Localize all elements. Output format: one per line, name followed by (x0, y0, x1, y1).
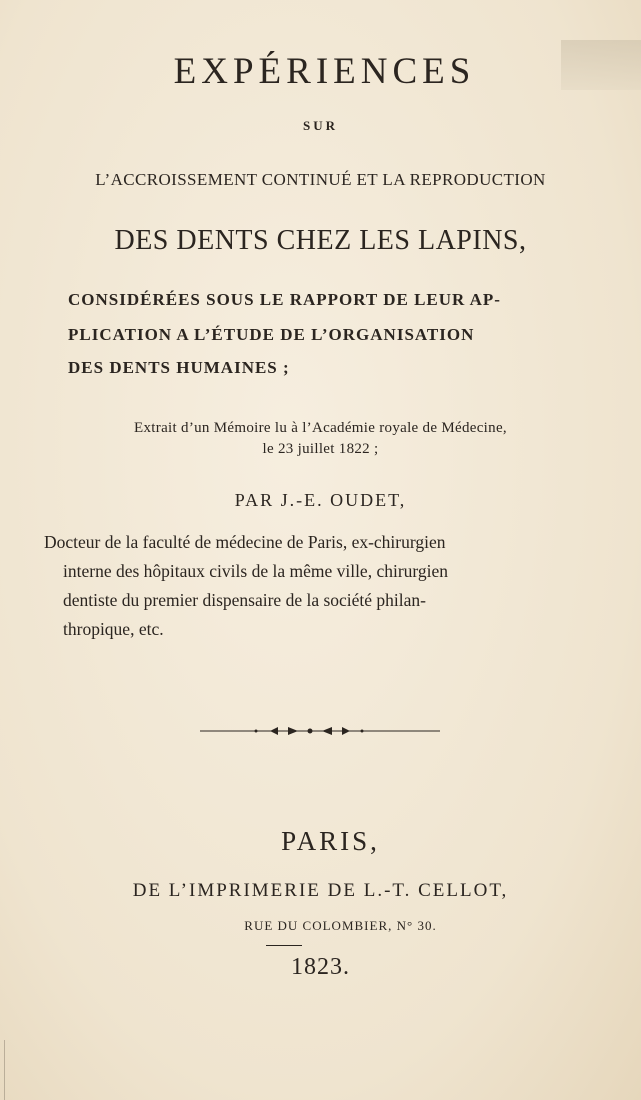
extract-note: Extrait d’un Mémoire lu à l’Académie royale de Médecine, (134, 420, 507, 436)
subtitle-line-1: L’ACCROISSEMENT CONTINUÉ ET LA REPRODUCTION (95, 170, 546, 189)
ornament-divider-icon (200, 724, 440, 738)
author-description-line-1: Docteur de la faculté de médecine de Paris, ex-chirurgien (44, 532, 446, 552)
author-line: PAR J.-E. OUDET, (234, 490, 407, 510)
consideration-line-2: PLICATION A L’ÉTUDE DE L’ORGANISATION (68, 325, 475, 344)
divider-rule (266, 945, 302, 946)
author-description-line-2: interne des hôpitaux civils de la même ville, chirurgien (63, 561, 449, 581)
consideration-line-1: CONSIDÉRÉES SOUS LE RAPPORT DE LEUR AP- (68, 290, 501, 309)
publication-city: PARIS, (281, 826, 380, 856)
author-description-line-4: thropique, etc. (63, 619, 164, 639)
author-description-line-3: dentiste du premier dispensaire de la société philan- (63, 590, 426, 610)
printer-address: RUE DU COLOMBIER, N° 30. (244, 918, 437, 933)
subtitle-line-2: DES DENTS CHEZ LES LAPINS, (114, 225, 527, 256)
title-connector: SUR (302, 118, 338, 133)
consideration-line-3: DES DENTS HUMAINES ; (68, 358, 290, 377)
printer-line: DE L’IMPRIMERIE DE L.-T. CELLOT, (132, 880, 509, 901)
extract-date: le 23 juillet 1822 ; (262, 441, 379, 457)
book-title: EXPÉRIENCES (173, 51, 476, 92)
page-edge (4, 1040, 5, 1100)
publication-year: 1823. (291, 954, 350, 980)
